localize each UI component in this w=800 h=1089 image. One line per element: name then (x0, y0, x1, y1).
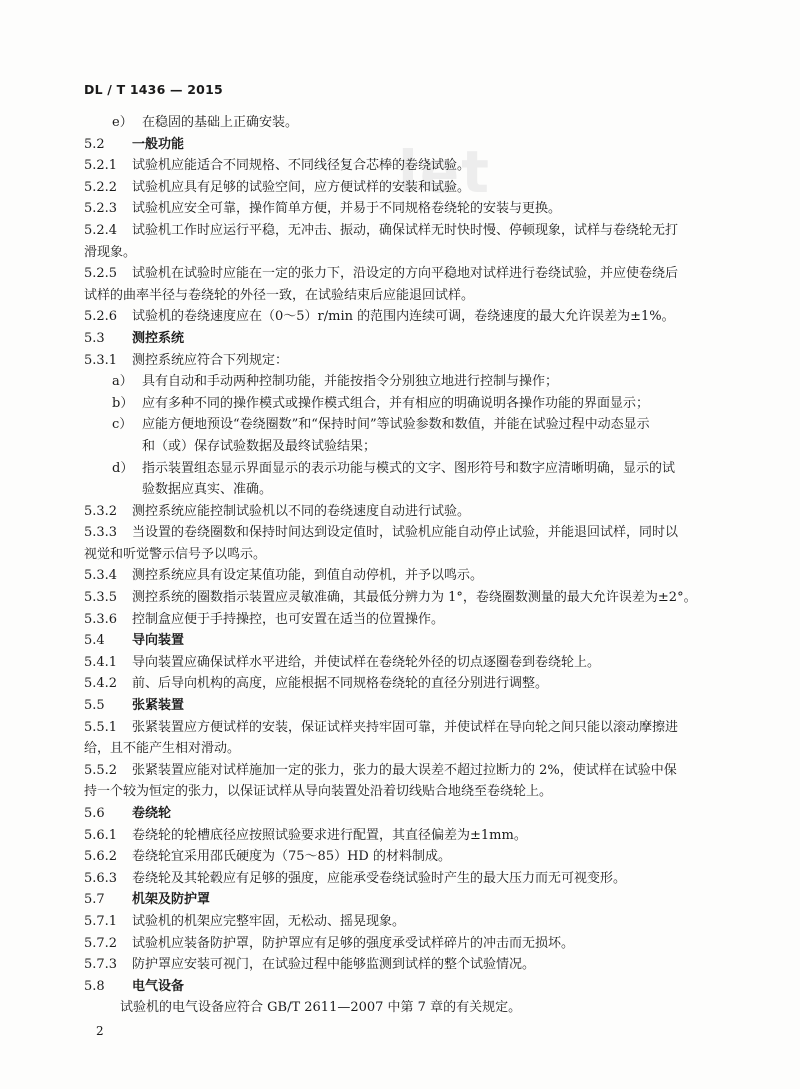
document-header: DL / T 1436 — 2015 (84, 82, 223, 97)
clause-5-3-6 (84, 609, 724, 631)
clause-text: 试验机的卷绕速度应在（0～5）r/min 的范围内连续可调，卷绕速度的最大允许误差为±1%。 (132, 309, 675, 325)
clause-5-3-3 (84, 522, 724, 544)
clause-number: 5.3.2 (84, 503, 118, 519)
clause-number: 5.4.1 (84, 654, 118, 670)
clause-text: 试验机应具有足够的试验空间，应方便试样的安装和试验。 (132, 179, 471, 195)
clause-number: 5.7.3 (84, 957, 118, 973)
section-heading-5-7 (84, 889, 724, 911)
clause-5-6-3 (84, 868, 724, 890)
clause-number: 5.3.1 (84, 352, 118, 368)
clause-text: 测控系统应具有设定某值功能，到值自动停机，并予以鸣示。 (132, 568, 484, 584)
clause-5-5-1 (84, 717, 724, 739)
section-number: 5.6 (84, 806, 105, 821)
clause-5-2-5-cont: 试样的曲率半径与卷绕轮的外径一致，在试验结束后应能退回试样。 (84, 287, 475, 303)
clause-number: 5.5.1 (84, 719, 118, 735)
clause-number: 5.3.6 (84, 611, 118, 627)
section-heading-5-8 (84, 976, 724, 998)
clause-text: 试验机应能适合不同规格、不同线径复合芯棒的卷绕试验。 (132, 158, 471, 174)
clause-text: 卷绕轮的轮槽底径应按照试验要求进行配置，其直径偏差为±1mm。 (132, 827, 527, 843)
section-heading-5-2 (84, 134, 724, 156)
clause-text: 张紧装置应方便试样的安装，保证试样夹持牢固可靠，并使试样在导向轮之间只能以滚动摩擦进 (132, 719, 679, 735)
section-title: 张紧装置 (132, 698, 185, 714)
clause-number: 5.7.2 (84, 935, 118, 951)
clause-5-4-1 (84, 652, 724, 674)
clause-5-5-1-cont: 给，且不能产生相对滑动。 (84, 741, 241, 757)
clause-number: 5.2.2 (84, 179, 118, 195)
clause-5-6-1 (84, 825, 724, 847)
clause-text: 当设置的卷绕圈数和保持时间达到设定值时，试验机应能自动停止试验，并能退回试样，同时以 (132, 525, 679, 541)
clause-number: 5.6.1 (84, 827, 118, 843)
section-number: 5.8 (84, 978, 105, 994)
list-text: 指示装置组态显示界面显示的表示功能与模式的文字、图形符号和数字应清晰明确，显示的试 (142, 460, 676, 476)
list-item-d-cont: 验数据应真实、准确。 (142, 482, 273, 498)
section-title: 电气设备 (132, 978, 185, 994)
clause-number: 5.2.5 (84, 266, 118, 282)
clause-5-3-1 (84, 350, 724, 372)
list-item-d (84, 458, 724, 480)
section-title: 一般功能 (132, 136, 185, 152)
clause-text: 试验机的机架应完整牢固，无松动、摇晃现象。 (132, 913, 406, 929)
clause-number: 5.4.2 (84, 676, 118, 692)
clause-text: 导向装置应确保试样水平进给，并使试样在卷绕轮外径的切点逐圈卷到卷绕轮上。 (132, 654, 601, 670)
clause-5-5-2 (84, 760, 724, 782)
clause-text: 试验机应安全可靠，操作简单方便，并易于不同规格卷绕轮的安装与更换。 (132, 201, 562, 217)
section-number: 5.5 (84, 698, 105, 714)
list-item-e (84, 112, 724, 134)
section-title: 机架及防护罩 (132, 892, 211, 908)
clause-5-4-2 (84, 673, 724, 695)
list-marker: b） (112, 395, 134, 411)
clause-5-2-6 (84, 306, 724, 328)
clause-text: 试验机工作时应运行平稳，无冲击、振动，确保试样无时快时慢、停顿现象，试样与卷绕轮无打 (132, 222, 679, 238)
clause-text: 试验机应装备防护罩，防护罩应有足够的强度承受试样碎片的冲击而无损坏。 (132, 935, 575, 951)
clause-number: 5.6.3 (84, 870, 118, 886)
clause-5-7-3 (84, 954, 724, 976)
clause-number: 5.3.4 (84, 568, 118, 584)
clause-number: 5.7.1 (84, 913, 118, 929)
clause-5-2-4 (84, 220, 724, 242)
section-title: 测控系统 (132, 330, 185, 346)
clause-text: 张紧装置应能对试样施加一定的张力，张力的最大误差不超过拉断力的 2%，使试样在试验中保 (132, 762, 677, 778)
clause-number: 5.2.1 (84, 158, 118, 174)
section-heading-5-4 (84, 630, 724, 652)
clause-5-2-5 (84, 263, 724, 285)
list-marker: d） (112, 460, 134, 476)
list-text: 在稳固的基础上正确安装。 (142, 115, 299, 130)
clause-5-2-4-cont: 滑现象。 (84, 244, 137, 260)
clause-number: 5.6.2 (84, 849, 118, 865)
paragraph-5-8: 试验机的电气设备应符合 GB/T 2611—2007 中第 7 章的有关规定。 (120, 1000, 522, 1016)
clause-text: 卷绕轮及其轮毂应有足够的强度，应能承受卷绕试验时产生的最大压力而无可视变形。 (132, 870, 627, 886)
list-item-c (84, 414, 724, 436)
clause-text: 防护罩应安装可视门，在试验过程中能够监测到试样的整个试验情况。 (132, 957, 536, 973)
clause-5-6-2 (84, 846, 724, 868)
section-title: 卷绕轮 (132, 806, 172, 821)
clause-number: 5.3.5 (84, 590, 118, 606)
section-heading-5-6 (84, 803, 724, 825)
list-text: 应能方便地预设“卷绕圈数”和“保持时间”等试验参数和数值，并能在试验过程中动态显示 (142, 417, 650, 433)
clause-5-3-4 (84, 565, 724, 587)
list-item-c-cont: 和（或）保存试验数据及最终试验结果； (142, 438, 377, 454)
clause-number: 5.2.4 (84, 222, 118, 238)
clause-5-2-3 (84, 198, 724, 220)
clause-5-3-3-cont: 视觉和听觉警示信号予以鸣示。 (84, 546, 267, 562)
section-number: 5.3 (84, 330, 105, 346)
list-item-b (84, 393, 724, 415)
section-heading-5-5 (84, 695, 724, 717)
watermark: let (398, 138, 491, 206)
section-title: 导向装置 (132, 633, 185, 649)
page-number: 2 (96, 1024, 104, 1038)
list-text: 具有自动和手动两种控制功能，并能按指令分别独立地进行控制与操作； (142, 374, 559, 390)
section-number: 5.7 (84, 892, 105, 908)
section-number: 5.2 (84, 136, 105, 152)
clause-number: 5.2.6 (84, 309, 118, 325)
clause-text: 卷绕轮宜采用邵氏硬度为（75～85）HD 的材料制成。 (132, 849, 451, 865)
list-marker: c） (112, 417, 133, 433)
section-number: 5.4 (84, 633, 105, 649)
clause-number: 5.3.3 (84, 525, 118, 541)
clause-number: 5.2.3 (84, 201, 118, 217)
clause-5-2-2 (84, 177, 724, 199)
list-text: 应有多种不同的操作模式或操作模式组合，并有相应的明确说明各操作功能的界面显示； (142, 395, 650, 411)
list-item-a (84, 371, 724, 393)
clause-text: 测控系统应符合下列规定： (132, 352, 289, 368)
clause-5-7-2 (84, 933, 724, 955)
clause-number: 5.5.2 (84, 762, 118, 778)
clause-text: 控制盒应便于手持操控，也可安置在适当的位置操作。 (132, 611, 445, 627)
clause-5-3-5 (84, 587, 724, 609)
clause-text: 测控系统的圈数指示装置应灵敏准确，其最低分辨力为 1°，卷绕圈数测量的最大允许误差为±2°。 (132, 590, 697, 606)
clause-text: 测控系统应能控制试验机以不同的卷绕速度自动进行试验。 (132, 503, 471, 519)
document-body (84, 112, 724, 1019)
clause-5-3-2 (84, 501, 724, 523)
clause-5-5-2-cont: 持一个较为恒定的张力，以保证试样从导向装置处沿着切线贴合地绕至卷绕轮上。 (84, 784, 553, 800)
clause-5-2-1 (84, 155, 724, 177)
clause-text: 试验机在试验时应能在一定的张力下，沿设定的方向平稳地对试样进行卷绕试验，并应使卷绕后 (132, 266, 679, 282)
list-marker: a） (112, 374, 133, 390)
clause-text: 前、后导向机构的高度，应能根据不同规格卷绕轮的直径分别进行调整。 (132, 676, 549, 692)
section-heading-5-3 (84, 328, 724, 350)
list-marker: e） (112, 115, 133, 130)
clause-5-7-1 (84, 911, 724, 933)
